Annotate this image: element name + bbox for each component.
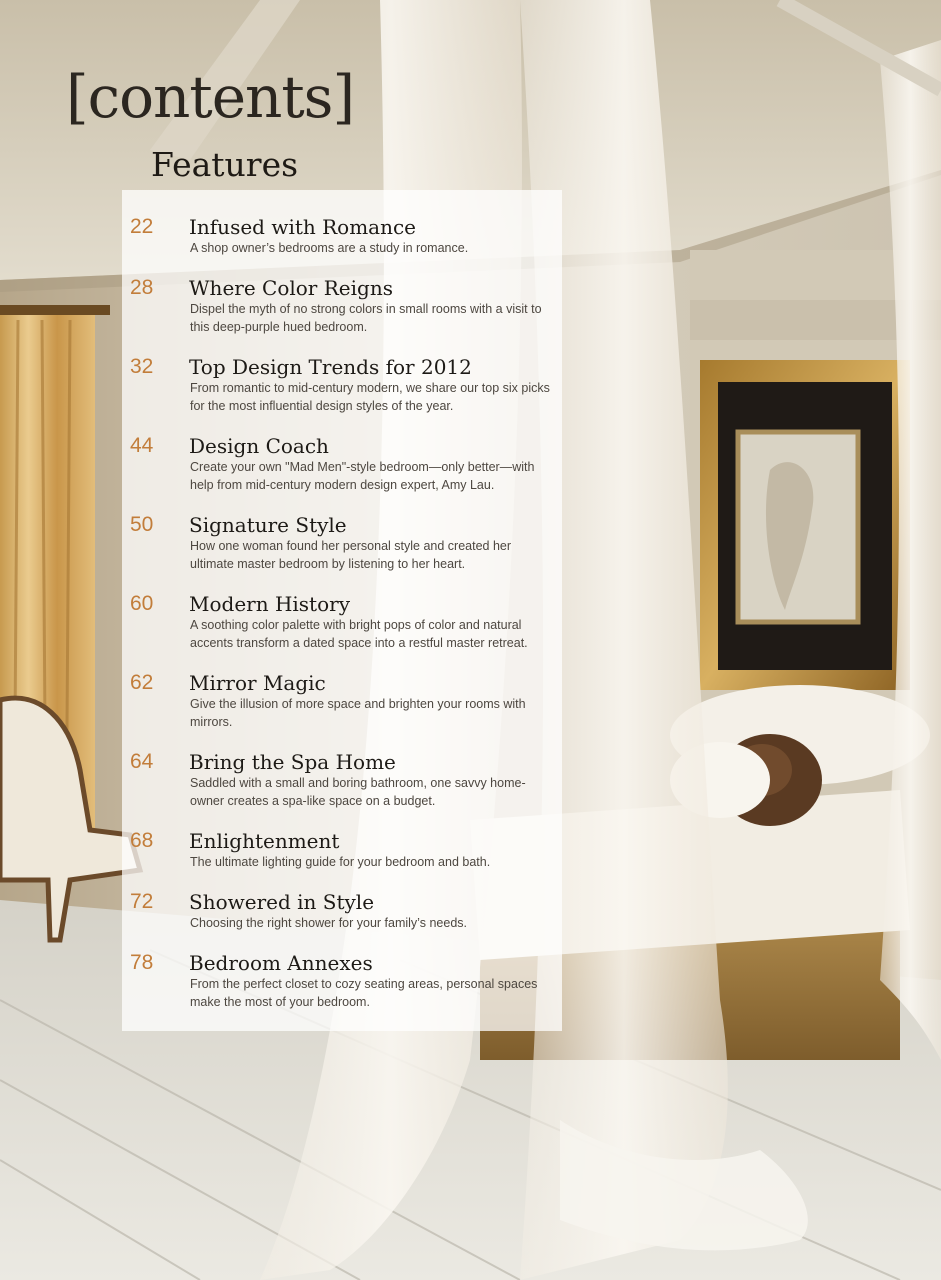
article-description: Give the illusion of more space and brighten your rooms with mirrors. <box>190 697 526 729</box>
page-number: 32 <box>130 355 154 378</box>
article-title: Enlightenment <box>189 829 340 853</box>
page-number: 22 <box>130 215 154 238</box>
article-title: Mirror Magic <box>189 671 326 695</box>
article-title: Bedroom Annexes <box>189 951 373 975</box>
article-description: The ultimate lighting guide for your bedroom and bath. <box>190 855 491 869</box>
article-title: Signature Style <box>189 513 347 537</box>
page-number: 72 <box>130 890 154 913</box>
features-heading: Features <box>151 145 299 184</box>
page-number: 64 <box>130 750 154 773</box>
page-number: 60 <box>130 592 154 615</box>
page-number: 50 <box>130 513 154 536</box>
article-description: Create your own "Mad Men"-style bedroom—only better—with help from mid-century modern design expert, Amy Lau. <box>190 460 535 492</box>
article-description: A shop owner’s bedrooms are a study in romance. <box>190 241 469 255</box>
article-title: Modern History <box>189 592 350 616</box>
article-description: Choosing the right shower for your family’s needs. <box>190 916 467 930</box>
page-number: 28 <box>130 276 154 299</box>
page-number: 62 <box>130 671 154 694</box>
article-description: Saddled with a small and boring bathroom, one savvy home-owner creates a spa-like space on a budget. <box>190 776 526 808</box>
article-description: Dispel the myth of no strong colors in small rooms with a visit to this deep-purple hued bedroom. <box>190 302 542 334</box>
page-number: 68 <box>130 829 154 852</box>
article-title: Infused with Romance <box>189 215 417 239</box>
article-title: Bring the Spa Home <box>189 750 396 774</box>
article-description: A soothing color palette with bright pops of color and natural accents transform a dated space into a restful master retreat. <box>190 618 528 650</box>
article-description: How one woman found her personal style and created her ultimate master bedroom by listening to her heart. <box>190 539 512 571</box>
article-title: Design Coach <box>189 434 329 458</box>
article-title: Where Color Reigns <box>189 276 393 300</box>
article-description: From romantic to mid-century modern, we share our top six picks for the most influential design styles of the year. <box>190 381 550 413</box>
article-title: Showered in Style <box>189 890 375 914</box>
article-description: From the perfect closet to cozy seating areas, personal spaces make the most of your bedroom. <box>190 977 538 1009</box>
page-number: 78 <box>130 951 154 974</box>
contents-masthead: [contents] <box>66 63 355 131</box>
article-title: Top Design Trends for 2012 <box>189 355 472 379</box>
page-number: 44 <box>130 434 154 457</box>
